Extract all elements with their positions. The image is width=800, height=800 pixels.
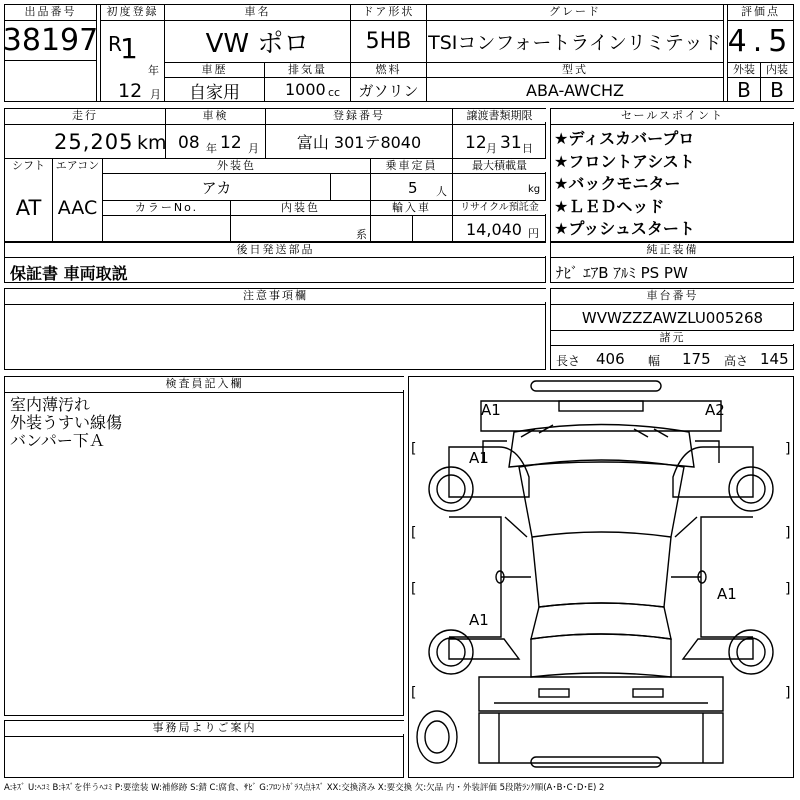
fuel: ガソリン (358, 81, 419, 100)
office-label: 事務局よりご案内 (5, 721, 404, 734)
inspector-notes (10, 396, 122, 450)
exterior-grade: B (737, 78, 751, 102)
bracket-right: ] (785, 685, 791, 701)
transfer-label: 譲渡書類期限 (453, 109, 546, 122)
grade-label: グレード (427, 5, 723, 18)
damage-mark: A1 (717, 585, 737, 603)
damage-mark: A1 (469, 611, 489, 629)
sales-points-label: セールスポイント (551, 109, 794, 122)
interior-grade: B (770, 78, 784, 102)
capacity-unit: 人 (436, 185, 447, 198)
later-parts-label: 後日発送部品 (5, 243, 546, 256)
inspection-month: 12 (220, 133, 242, 153)
inspection-month-unit: 月 (248, 142, 259, 155)
inspector-line: 外装うすい線傷 (10, 413, 123, 432)
recycle-unit: 円 (528, 227, 539, 240)
length-label: 長さ (556, 354, 581, 368)
history-label: 車歴 (165, 63, 264, 76)
import-label: 輸入車 (371, 201, 452, 214)
displacement-label: 排気量 (265, 63, 350, 76)
first-reg-label: 初度登録 (101, 5, 164, 18)
displacement-unit: cc (328, 86, 341, 99)
transfer-day-unit: 日 (522, 142, 533, 155)
notes-label: 注意事項欄 (5, 289, 546, 302)
capacity-label: 乗車定員 (371, 159, 452, 172)
damage-mark: A1 (481, 401, 501, 419)
bracket-right: ] (785, 581, 791, 597)
reg-month: 12 (118, 80, 143, 102)
door-label: ドア形状 (351, 5, 426, 18)
equipment-label: 純正装備 (551, 243, 794, 256)
mileage: 25,205 (54, 130, 134, 154)
equipment-value: ﾅﾋﾞ ｴｱB ｱﾙﾐ PS PW (556, 264, 688, 282)
door-type: 5HB (365, 29, 412, 54)
inspection-year: 08 (178, 133, 200, 153)
damage-mark: A1 (469, 449, 489, 467)
year-unit: 年 (148, 64, 159, 77)
lot-number: 38197 (2, 23, 99, 58)
fuel-label: 燃料 (351, 63, 426, 76)
history: 自家用 (189, 82, 240, 103)
aircon: AAC (57, 197, 98, 219)
bracket-right: ] (785, 441, 791, 457)
plate-label: 登録番号 (266, 109, 452, 122)
width-value: 175 (682, 350, 711, 368)
exterior-label: 外装 (728, 63, 760, 76)
mileage-unit: km (137, 132, 167, 154)
interior-label: 内装 (761, 63, 793, 76)
sales-points-list (554, 128, 695, 241)
ac-label: エアコン (53, 159, 102, 172)
height-value: 145 (760, 350, 789, 368)
inspector-line: バンパー下Ａ (10, 431, 105, 450)
grade: TSIコンフォートラインリミテッド (428, 32, 722, 54)
color-label: 外装色 (103, 159, 370, 172)
load-unit: kg (528, 184, 541, 195)
capacity: 5 (408, 179, 418, 197)
load-label: 最大積載量 (453, 159, 546, 172)
model-label: 型式 (427, 63, 723, 76)
month-unit: 月 (150, 88, 161, 101)
inspector-line: 室内薄汚れ (10, 395, 91, 414)
exterior-color: アカ (201, 178, 232, 197)
displacement: 1000 (285, 80, 326, 99)
sales-point: ★バックモニター (554, 174, 681, 193)
shift: AT (15, 196, 42, 220)
damage-mark: A2 (705, 401, 725, 419)
recycle-fee: 14,040 (466, 220, 522, 239)
legend: A:ｷｽﾞ U:ﾍｺﾐ B:ｷｽﾞを伴うﾍｺﾐ P:要塗装 W:補修跡 S:錆 C:腐食、ｻﾋﾞ G:ﾌﾛﾝﾄｶﾞﾗｽ点ｷｽﾞ XX:交換済み X:要交換 欠:欠品 内・外装評価 5段階ﾗﾝｸ順(A･B･C･D･E) 2 (4, 783, 605, 793)
mileage-label: 走行 (5, 109, 165, 122)
color-no-label: カラーNo. (103, 201, 230, 214)
recycle-label: リサイクル預託金 (453, 201, 546, 214)
interior-color-label: 内装色 (231, 201, 370, 214)
car-name-label: 車名 (165, 5, 350, 18)
sales-point: ★ＬＥＤヘッド (554, 196, 665, 216)
specs-label: 諸元 (551, 331, 794, 344)
bracket-left: [ (411, 581, 417, 597)
later-parts-value: 保証書 車両取説 (10, 264, 128, 283)
inspector-label: 検査員記入欄 (5, 377, 404, 390)
bracket-left: [ (411, 525, 417, 541)
chassis-label: 車台番号 (551, 289, 794, 302)
transfer-day: 31 (500, 133, 522, 153)
height-label: 高さ (724, 354, 749, 368)
car-damage-diagram (409, 377, 793, 777)
transfer-month: 12 (465, 133, 487, 153)
inspection-label: 車検 (166, 109, 265, 122)
car-name: VW ポロ (205, 29, 310, 59)
inspection-year-unit: 年 (206, 142, 217, 155)
bracket-left: [ (411, 441, 417, 457)
era-year: 1 (120, 32, 138, 65)
score: 4.5 (727, 24, 794, 59)
interior-color-unit: 系 (356, 228, 367, 241)
sales-point: ★フロントアシスト (554, 151, 695, 171)
plate-number: 富山 301テ8040 (296, 133, 422, 152)
length-value: 406 (596, 350, 625, 368)
lot-label: 出品番号 (5, 5, 96, 18)
score-label: 評価点 (728, 5, 793, 18)
era: R (108, 32, 122, 56)
chassis-number: WVWZZZAWZLU005268 (581, 308, 764, 327)
bracket-right: ] (785, 525, 791, 541)
transfer-month-unit: 月 (486, 142, 497, 155)
sales-point: ★プッシュスタート (554, 219, 695, 238)
sales-point: ★ディスカバープロ (554, 129, 695, 148)
width-label: 幅 (648, 354, 661, 368)
model-code: ABA-AWCHZ (526, 80, 624, 100)
shift-label: シフト (5, 159, 52, 172)
bracket-left: [ (411, 685, 417, 701)
